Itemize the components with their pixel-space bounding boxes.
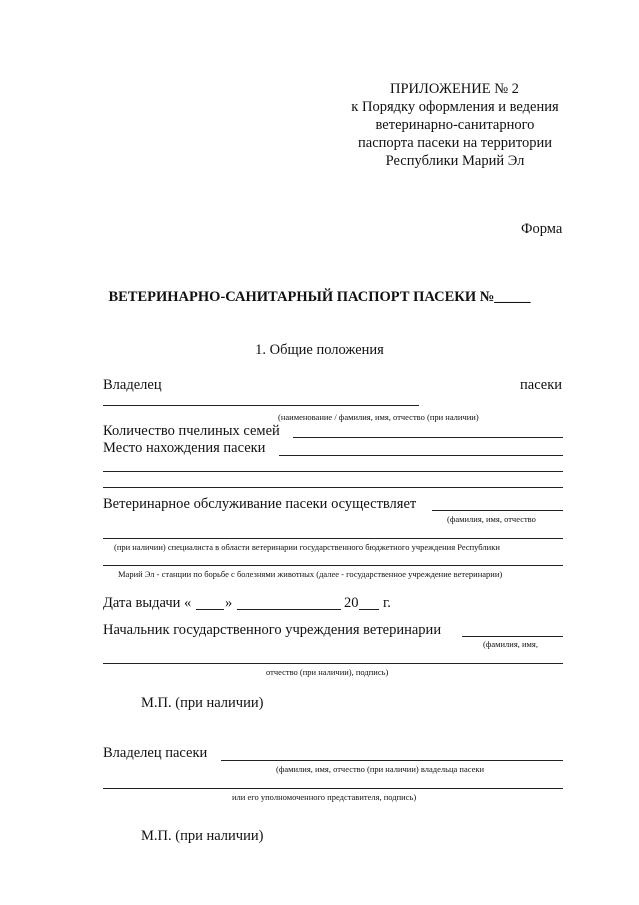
owner-suffix: пасеки xyxy=(520,377,563,393)
stamp-placeholder: М.П. (при наличии) xyxy=(141,695,264,711)
head-hint: (фамилия, имя, xyxy=(483,639,538,649)
vet-service-hint: (фамилия, имя, отчество xyxy=(447,514,536,524)
vet-service-hint: (при наличии) специалиста в области ветеринарии государственного бюджетного учреждения Республики xyxy=(114,542,500,552)
apiary-owner-hint: или его уполномоченного представителя, подпись) xyxy=(232,792,417,802)
issue-year-suffix: г. xyxy=(383,595,391,611)
head-label: Начальник государственного учреждения ветеринарии xyxy=(103,622,442,638)
owner-hint: (наименование / фамилия, имя, отчество (при наличии) xyxy=(278,412,479,422)
location-field-line-3[interactable] xyxy=(103,487,563,488)
bee-colonies-field-line[interactable] xyxy=(293,437,563,438)
issue-date-close-quote: » xyxy=(225,595,233,611)
head-field-line[interactable] xyxy=(462,636,563,637)
issue-year-prefix: 20 xyxy=(344,595,359,611)
issue-day-field[interactable] xyxy=(196,609,224,610)
owner-label: Владелец xyxy=(103,377,162,393)
owner-field-line[interactable] xyxy=(103,405,419,406)
vet-service-field-line-2[interactable] xyxy=(103,538,563,539)
issue-date-label: Дата выдачи « xyxy=(103,595,192,611)
vet-service-field-line-3[interactable] xyxy=(103,565,563,566)
apiary-owner-hint: (фамилия, имя, отчество (при наличии) владельца пасеки xyxy=(276,764,485,774)
issue-month-field[interactable] xyxy=(237,609,341,610)
appendix-text-line: Республики Марий Эл xyxy=(385,153,525,169)
apiary-owner-field-line[interactable] xyxy=(221,760,563,761)
location-label: Место нахождения пасеки xyxy=(103,440,266,456)
vet-service-label: Ветеринарное обслуживание пасеки осуществляет xyxy=(103,496,417,512)
location-field-line-2[interactable] xyxy=(103,471,563,472)
bee-colonies-label: Количество пчелиных семей xyxy=(103,423,280,439)
appendix-text-line: к Порядку оформления и ведения xyxy=(351,99,559,115)
issue-year-field[interactable] xyxy=(359,609,379,610)
apiary-owner-field-line-2[interactable] xyxy=(103,788,563,789)
appendix-text-line: паспорта пасеки на территории xyxy=(358,135,552,151)
location-field-line[interactable] xyxy=(279,455,563,456)
apiary-owner-label: Владелец пасеки xyxy=(103,745,208,761)
vet-service-field-line[interactable] xyxy=(432,510,563,511)
vet-service-hint: Марий Эл - станции по борьбе с болезнями животных (далее - государственное учреждение ветеринарии) xyxy=(118,569,503,579)
head-field-line-2[interactable] xyxy=(103,663,563,664)
stamp-placeholder: М.П. (при наличии) xyxy=(141,828,264,844)
document-title: ВЕТЕРИНАРНО-САНИТАРНЫЙ ПАСПОРТ ПАСЕКИ №_____ xyxy=(108,289,531,305)
form-label: Форма xyxy=(521,221,563,237)
appendix-text-line: ветеринарно-санитарного xyxy=(375,117,535,133)
head-hint: отчество (при наличии), подпись) xyxy=(266,667,389,677)
appendix-number: ПРИЛОЖЕНИЕ № 2 xyxy=(390,81,519,97)
section-heading: 1. Общие положения xyxy=(255,342,384,358)
